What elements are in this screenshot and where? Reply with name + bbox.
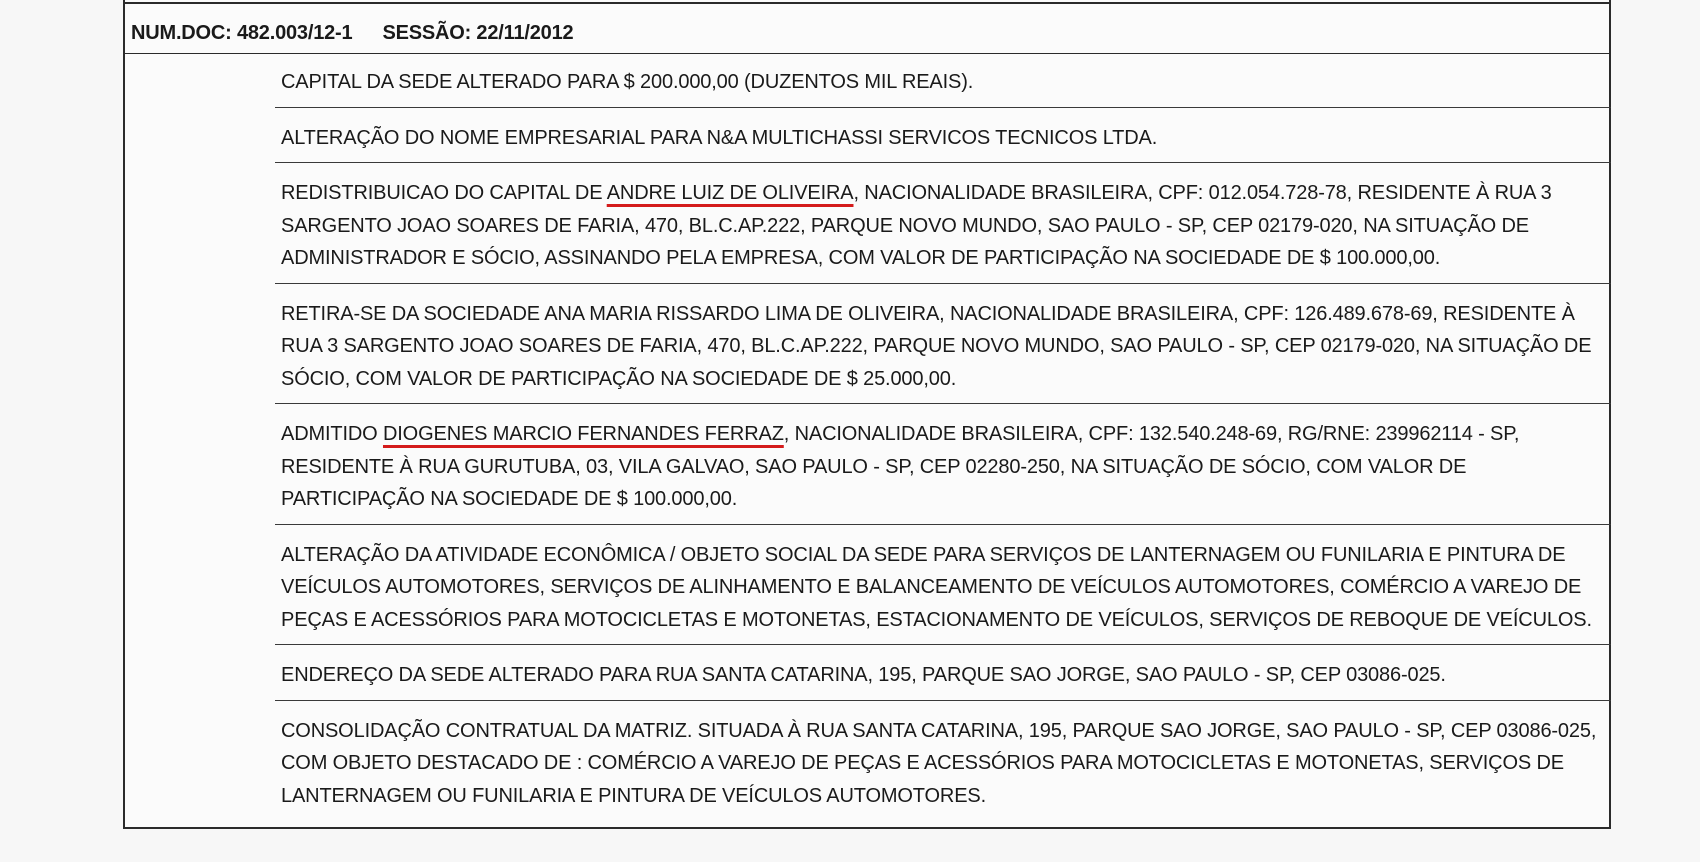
entry-text: ALTERAÇÃO DA ATIVIDADE ECONÔMICA / OBJETO SOCIAL DA SEDE PARA SERVIÇOS DE LANTERNAGEM OU FUNILARIA E PINTURA DE VEÍCULOS AUTOMOTORES, SERVIÇOS DE ALINHAMENTO E BALANCEAMENTO DE VEÍCULOS AUTOMOTORES, COMÉRCIO A VAREJO DE PEÇAS E ACESSÓRIOS PARA MOTOCICLETAS E MOTONETAS, ESTACIONAMENTO DE VEÍCULOS, SERVIÇOS DE REBOQUE DE VEÍCULOS. bbox=[281, 543, 1592, 631]
entry-text bbox=[281, 177, 1611, 275]
entry-capital bbox=[275, 52, 1611, 108]
entries-list bbox=[275, 52, 1611, 820]
entry-post: , NACIONALIDADE BRASILEIRA, CPF: 012.054.728-78, RESIDENTE À RUA 3 SARGENTO JOAO SOARES DE FARIA, 470, BL.C.AP.222, PARQUE NOVO MUNDO, SAO PAULO - SP, CEP 02179-020, NA SITUAÇÃO DE ADMINISTRADOR E SÓCIO, ASSINANDO PELA EMPRESA, COM VALOR DE PARTICIPAÇÃO NA SOCIEDADE DE $ 100.000,00. bbox=[281, 182, 1552, 269]
entry-text: ALTERAÇÃO DO NOME EMPRESARIAL PARA N&A MULTICHASSI SERVICOS TECNICOS LTDA. bbox=[281, 126, 1158, 149]
num-doc: NUM.DOC: 482.003/12-1 bbox=[131, 22, 353, 44]
entry-capital-redistribution bbox=[275, 163, 1611, 284]
entry-company-name bbox=[275, 108, 1611, 164]
entry-text: CONSOLIDAÇÃO CONTRATUAL DA MATRIZ. SITUADA À RUA SANTA CATARINA, 195, PARQUE SAO JORGE, SAO PAULO - SP, CEP 03086-025, COM OBJETO DESTACADO DE : COMÉRCIO A VAREJO DE PEÇAS E ACESSÓRIOS PARA MOTOCICLETAS E MOTONETAS, SERVIÇOS DE LANTERNAGEM OU FUNILARIA E PINTURA DE VEÍCULOS AUTOMOTORES. bbox=[281, 719, 1597, 807]
sessao-date: SESSÃO: 22/11/2012 bbox=[382, 22, 574, 44]
entry-text: RETIRA-SE DA SOCIEDADE ANA MARIA RISSARDO LIMA DE OLIVEIRA, NACIONALIDADE BRASILEIRA, CPF: 126.489.678-69, RESIDENTE À RUA 3 SARGENTO JOAO SOARES DE FARIA, 470, BL.C.AP.222, PARQUE NOVO MUNDO, SAO PAULO - SP, CEP 02179-020, NA SITUAÇÃO DE SÓCIO, COM VALOR DE PARTICIPAÇÃO NA SOCIEDADE DE $ 25.000,00. bbox=[281, 302, 1592, 390]
document-header bbox=[125, 2, 1609, 54]
entry-text: CAPITAL DA SEDE ALTERADO PARA $ 200.000,00 (DUZENTOS MIL REAIS). bbox=[281, 71, 974, 93]
entry-partner-exit bbox=[275, 284, 1611, 405]
header-line bbox=[131, 22, 573, 45]
entry-pre: ADMITIDO bbox=[281, 423, 383, 445]
entry-address-change bbox=[275, 645, 1611, 701]
entry-partner-admitted bbox=[275, 404, 1611, 525]
entry-post: , NACIONALIDADE BRASILEIRA, CPF: 132.540.248-69, RG/RNE: 239962114 - SP, RESIDENTE À RUA GURUTUBA, 03, VILA GALVAO, SAO PAULO - SP, CEP 02280-250, NA SITUAÇÃO DE SÓCIO, COM VALOR DE PARTICIPAÇÃO NA SOCIEDADE DE $ 100.000,00. bbox=[281, 423, 1520, 510]
document-frame bbox=[123, 0, 1611, 829]
entry-consolidation bbox=[275, 701, 1611, 821]
underlined-name: ANDRE LUIZ DE OLIVEIRA bbox=[606, 182, 854, 204]
entry-pre: REDISTRIBUICAO DO CAPITAL DE bbox=[281, 182, 607, 204]
entry-text: ENDEREÇO DA SEDE ALTERADO PARA RUA SANTA CATARINA, 195, PARQUE SAO JORGE, SAO PAULO - SP, CEP 03086-025. bbox=[281, 664, 1446, 686]
entry-economic-activity bbox=[275, 525, 1611, 646]
underlined-name: DIOGENES MARCIO FERNANDES FERRAZ bbox=[382, 423, 784, 445]
entry-text bbox=[281, 418, 1611, 516]
